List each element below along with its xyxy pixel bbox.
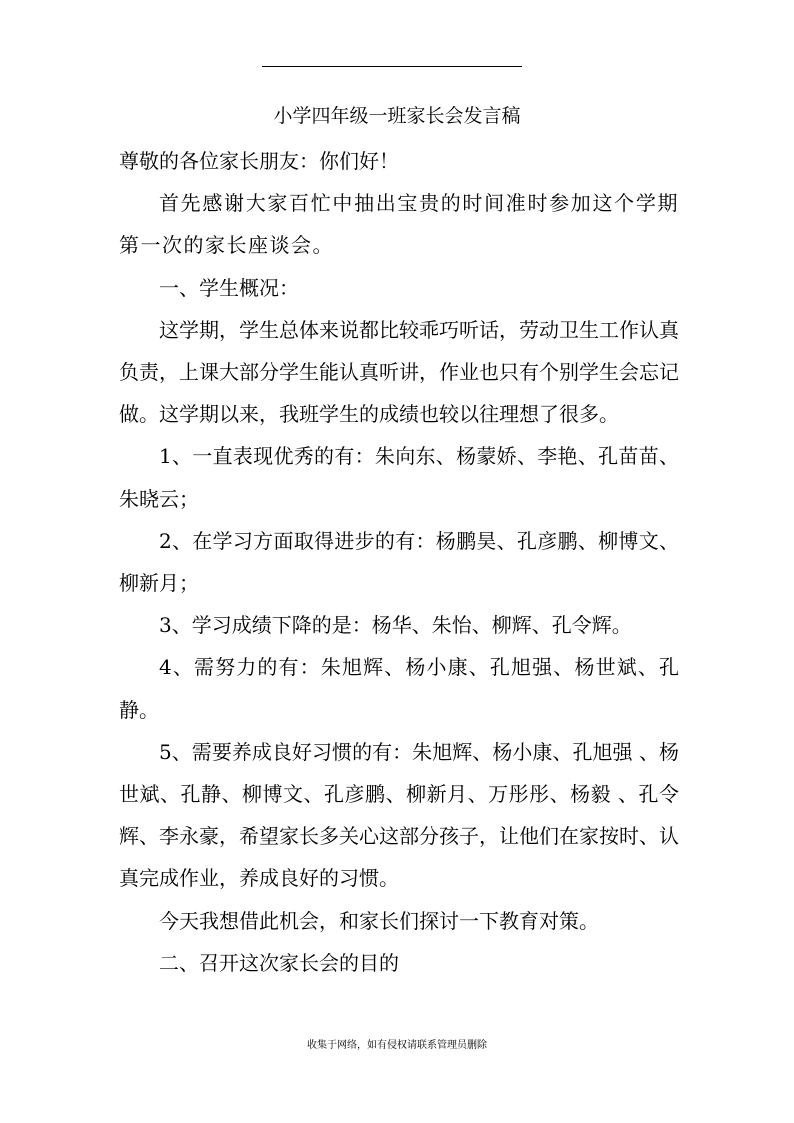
list-item-declined: 3、学习成绩下降的是：杨华、朱怡、柳辉、孔令辉。	[159, 613, 632, 638]
list-item-habits: 5、需要养成良好习惯的有：朱旭辉、杨小康、孔旭强 、杨世斌、孔静、柳博文、孔彦鹏、柳新月、万彤彤、杨毅 、孔令辉、李永豪，希望家长多关心这部分孩子，让他们在家按时、认真完成作业，养成良好的习惯。	[119, 739, 679, 891]
paragraph-discussion: 今天我想借此机会，和家长们探讨一下教育对策。	[159, 908, 599, 933]
section-heading-2: 二、召开这次家长会的目的	[159, 950, 399, 975]
list-item-excellent: 1、一直表现优秀的有：朱向东、杨蒙娇、李艳、孔苗苗、朱晓云；	[119, 444, 679, 511]
list-item-needs-effort: 4、需努力的有：朱旭辉、杨小康、孔旭强、杨世斌、孔静。	[119, 655, 679, 722]
header-rule	[262, 66, 522, 67]
footer-note: 收集于网络，如有侵权请联系管理员删除	[307, 1040, 487, 1051]
list-item-improved: 2、在学习方面取得进步的有：杨鹏昊、孔彦鹏、柳博文、柳新月；	[119, 528, 679, 596]
paragraph-overview: 这学期，学生总体来说都比较乖巧听话，劳动卫生工作认真负责，上课大部分学生能认真听讲，作业也只有个别学生会忘记做。这学期以来，我班学生的成绩也较以往理想了很多。	[119, 317, 679, 427]
section-heading-1: 一、学生概况：	[159, 275, 299, 300]
greeting: 尊敬的各位家长朋友：你们好！	[119, 149, 399, 173]
document-body	[119, 140, 679, 984]
paragraph-intro: 首先感谢大家百忙中抽出宝贵的时间准时参加这个学期第一次的家长座谈会。	[119, 191, 679, 258]
document-title: 小学四年级一班家长会发言稿	[273, 105, 521, 127]
